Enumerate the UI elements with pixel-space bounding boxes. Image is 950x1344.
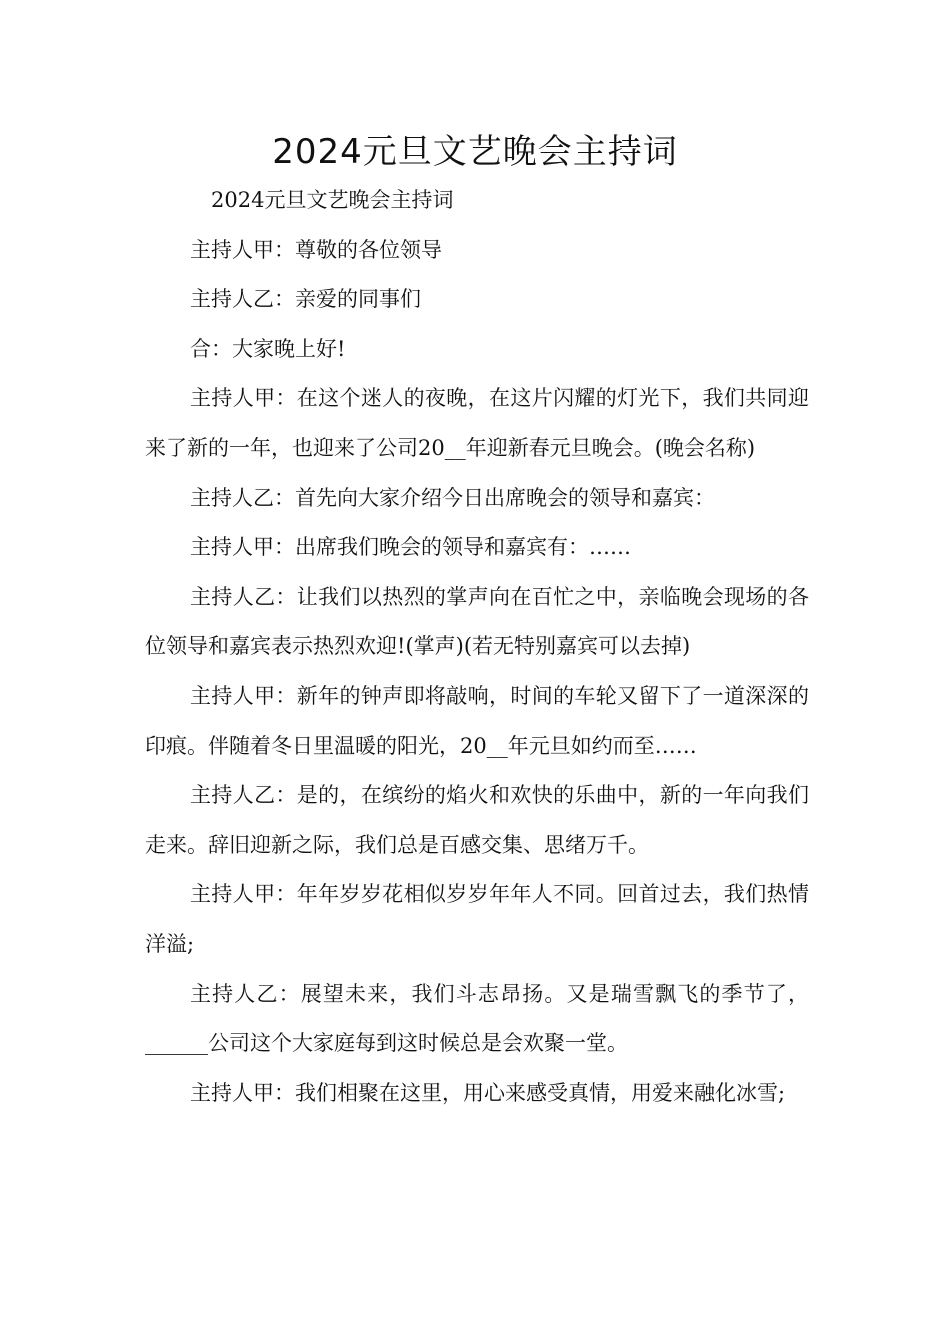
paragraph: 主持人甲：我们相聚在这里，用心来感受真情，用爱来融化冰雪; [190,1080,786,1105]
paragraph: 主持人甲：年年岁岁花相似岁岁年年人不同。回首过去，我们热情洋溢; [145,882,809,956]
document-body [145,176,809,1118]
paragraph-subtitle: 2024元旦文艺晚会主持词 [211,188,454,212]
paragraph: 主持人乙：展望未来，我们斗志昂扬。又是瑞雪飘飞的季节了，______公司这个大家庭每到这时候总是会欢聚一堂。 [145,981,809,1056]
paragraph: 主持人乙：让我们以热烈的掌声向在百忙之中，亲临晚会现场的各位领导和嘉宾表示热烈欢迎!(掌声)(若无特别嘉宾可以去掉) [145,584,809,659]
paragraph: 主持人乙：是的，在缤纷的焰火和欢快的乐曲中，新的一年向我们走来。辞旧迎新之际，我们总是百感交集、思绪万千。 [145,783,809,857]
paragraph: 主持人乙：首先向大家介绍今日出席晚会的领导和嘉宾： [190,485,715,510]
paragraph: 主持人甲：尊敬的各位领导 [190,237,442,262]
paragraph: 主持人甲：在这个迷人的夜晚，在这片闪耀的灯光下，我们共同迎来了新的一年，也迎来了公司20__年迎新春元旦晚会。(晚会名称) [145,386,809,460]
paragraph: 主持人甲：新年的钟声即将敲响，时间的车轮又留下了一道深深的印痕。伴随着冬日里温暖的阳光，20__年元旦如约而至…… [145,683,809,758]
document-title: 2024元旦文艺晚会主持词 [272,132,678,172]
paragraph: 合：大家晚上好! [190,336,346,361]
paragraph: 主持人甲：出席我们晚会的领导和嘉宾有：…… [190,535,631,560]
paragraph: 主持人乙：亲爱的同事们 [190,287,421,312]
